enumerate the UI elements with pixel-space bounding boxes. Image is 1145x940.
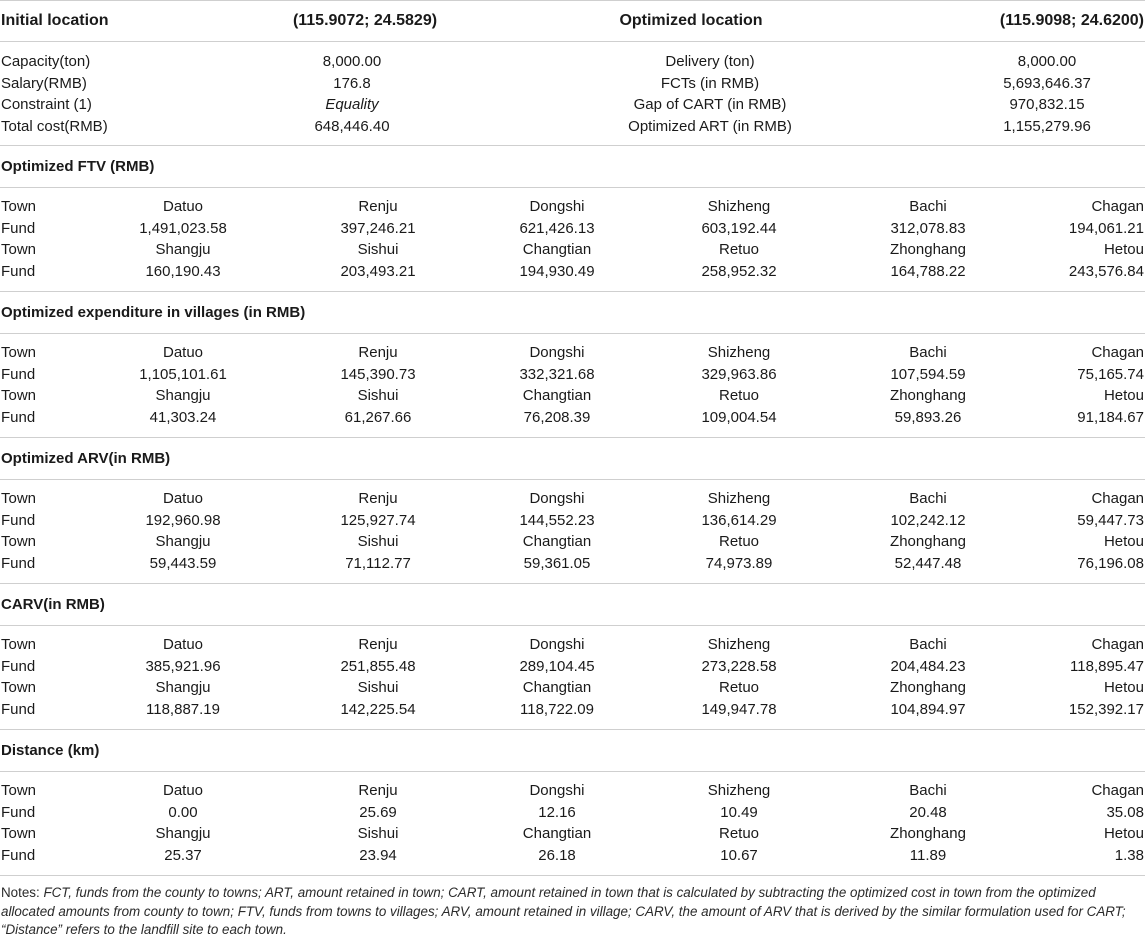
table-cell: 160,190.43 [145,262,221,280]
table-cell: Shizheng [707,198,771,215]
table-cell: Dongshi [529,490,585,507]
table-row [0,488,1145,510]
table-cell: Dongshi [529,198,585,215]
row-label: Fund [1,657,36,675]
table-cell: 52,447.48 [894,554,962,572]
table-cell: 23.94 [359,846,397,864]
table-cell: Dongshi [529,636,585,653]
initial-location-coords: (115.9072; 24.5829) [292,12,438,29]
table-cell: 125,927.74 [340,511,416,529]
table-cell: 312,078.83 [890,219,966,237]
table-cell: 12.16 [538,803,576,821]
row-label: Town [1,782,37,799]
table-cell: Bachi [909,198,947,215]
table-cell: Dongshi [529,782,585,799]
table-cell: Datuo [162,782,204,799]
table-cell: Changtian [522,825,592,842]
parameter-cell: Equality [325,96,379,113]
table-cell: 332,321.68 [519,365,595,383]
table-cell: 603,192.44 [701,219,777,237]
table-cell: 164,788.22 [890,262,966,280]
table-cell: 74,973.89 [705,554,773,572]
table-cell: Renju [358,344,398,361]
table-row [0,342,1145,364]
table-cell: 273,228.58 [701,657,777,675]
table-cell: 142,225.54 [340,700,416,718]
table-cell: 194,930.49 [519,262,595,280]
table-row [0,218,1145,240]
parameter-cell: 176.8 [333,74,371,92]
table-row [0,239,1145,261]
parameter-cell: 970,832.15 [1009,96,1085,113]
table-cell: Chagan [1091,636,1144,653]
table-row [0,677,1145,699]
table-cell: Shizheng [707,490,771,507]
table-cell: 203,493.21 [340,262,416,280]
table-cell: Hetou [1103,533,1144,550]
table-cell: 149,947.78 [701,700,777,718]
row-label: Fund [1,700,36,718]
row-label: Town [1,533,37,550]
table-cell: Shizheng [707,782,771,799]
parameter-cell: FCTs (in RMB) [660,74,760,92]
row-label: Town [1,198,37,215]
table-cell: Datuo [162,344,204,361]
table-cell: 41,303.24 [149,408,217,426]
section-body [0,334,1145,438]
optimized-location-label: Optimized location [619,12,763,29]
notes-label: Notes: [1,885,40,900]
row-label: Town [1,825,37,842]
parameter-cell: Total cost(RMB) [1,117,108,135]
parameter-row [0,51,1145,73]
table-cell: 76,196.08 [1077,554,1144,572]
table-cell: Renju [358,636,398,653]
table-cell: 258,952.32 [701,262,777,280]
table-cell: Dongshi [529,344,585,361]
parameter-cell: Gap of CART (in RMB) [633,96,787,113]
table-cell: 0.00 [168,803,198,821]
table-cell: 152,392.17 [1068,700,1144,718]
table-row [0,780,1145,802]
table-cell: Hetou [1103,387,1144,404]
parameter-row [0,116,1145,138]
table-cell: Zhonghang [890,241,966,258]
table-cell: 1,105,101.61 [139,365,227,383]
table-cell: 11.89 [909,846,947,864]
parameter-cell: Salary(RMB) [1,74,87,92]
row-label: Fund [1,365,36,383]
row-label: Town [1,490,37,507]
table-cell: Datuo [162,490,204,507]
row-label: Fund [1,511,36,529]
table-row [0,261,1145,283]
section-body [0,480,1145,584]
parameter-cell: Optimized ART (in RMB) [628,117,792,135]
table-row [0,553,1145,575]
row-label: Town [1,387,37,404]
table-cell: Zhonghang [890,825,966,842]
sections-container [0,146,1145,876]
table-cell: Bachi [909,636,947,653]
notes-text: FCT, funds from the county to towns; ART, amount retained in town; CART, amount retained in town that is calculated by subtracting the optimized cost in town from the optimized allocated amounts from county to town; FTV, funds from towns to villages; ARV, amount retained in village; CARV, the amount of ARV that is derived by the similar formulation used for CART; “Distance” refers to the landfill site to each town. [1,885,1126,938]
table-cell: Changtian [522,387,592,404]
table-cell: 136,614.29 [701,511,777,529]
table-cell: Retuo [718,825,760,842]
row-label: Fund [1,408,36,426]
parameter-row [0,73,1145,95]
optimized-location-coords: (115.9098; 24.6200) [999,12,1144,29]
table-cell: 243,576.84 [1068,262,1144,280]
table-cell: Retuo [718,533,760,550]
section-title: Optimized ARV(in RMB) [0,438,1145,480]
table-cell: 107,594.59 [890,365,966,383]
table-row [0,634,1145,656]
table-row [0,802,1145,824]
table-cell: Shangju [155,533,211,550]
table-cell: Sishui [357,533,399,550]
table-cell: Changtian [522,241,592,258]
table-cell: 145,390.73 [340,365,416,383]
table-row [0,699,1145,721]
table-cell: Zhonghang [890,387,966,404]
table-cell: 59,361.05 [523,554,591,572]
table-cell: Changtian [522,533,592,550]
table-header [0,0,1145,42]
table-cell: 76,208.39 [523,408,591,426]
table-cell: Datuo [162,198,204,215]
table-cell: Sishui [357,825,399,842]
table-cell: 102,242.12 [890,511,966,529]
table-cell: 10.67 [720,846,758,864]
parameter-cell: Capacity(ton) [1,53,91,70]
table-cell: 61,267.66 [344,408,412,426]
row-label: Fund [1,219,36,237]
section-title: Optimized expenditure in villages (in RMB) [0,292,1145,334]
table-cell: Retuo [718,679,760,696]
table-cell: 59,447.73 [1077,511,1144,529]
table-cell: 25.69 [359,803,397,821]
row-label: Town [1,636,37,653]
table-cell: Changtian [522,679,592,696]
row-label: Fund [1,262,36,280]
table-cell: Renju [358,198,398,215]
table-row [0,510,1145,532]
table-row [0,823,1145,845]
parameter-cell: 8,000.00 [322,53,382,70]
table-cell: Shangju [155,825,211,842]
table-cell: 1.38 [1114,846,1144,864]
table-cell: Datuo [162,636,204,653]
table-cell: 621,426.13 [519,219,595,237]
table-cell: Chagan [1091,490,1144,507]
table-cell: Bachi [909,490,947,507]
table-cell: 251,855.48 [340,657,416,675]
table-cell: 385,921.96 [145,657,221,675]
table-cell: 118,895.47 [1070,657,1144,675]
table-cell: Shangju [155,679,211,696]
section-title: Distance (km) [0,730,1145,772]
row-label: Town [1,679,37,696]
table-cell: Hetou [1103,679,1144,696]
table-cell: 118,887.19 [146,700,220,718]
table-cell: 25.37 [164,846,202,864]
row-label: Town [1,344,37,361]
table-cell: 192,960.98 [145,511,221,529]
table-cell: Hetou [1103,241,1144,258]
row-label: Town [1,241,37,258]
table-cell: 397,246.21 [340,219,416,237]
table-cell: 144,552.23 [519,511,595,529]
table-cell: Shangju [155,387,211,404]
table-cell: 329,963.86 [701,365,777,383]
table-cell: Sishui [357,241,399,258]
table-cell: 10.49 [720,803,758,821]
row-label: Fund [1,554,36,572]
section-body [0,188,1145,292]
parameters-block [0,42,1145,146]
parameter-row [0,94,1145,116]
parameter-cell: 648,446.40 [314,117,390,135]
table-row [0,364,1145,386]
table-cell: Zhonghang [890,679,966,696]
table-cell: 35.08 [1106,803,1144,821]
initial-location-label: Initial location [1,12,109,29]
table-cell: Shizheng [707,344,771,361]
table-cell: 104,894.97 [890,700,966,718]
table-cell: 20.48 [909,803,947,821]
table-cell: Hetou [1103,825,1144,842]
table-cell: Chagan [1091,782,1144,799]
table-cell: Shangju [155,241,211,258]
row-label: Fund [1,803,36,821]
table-cell: Sishui [357,387,399,404]
parameter-cell: 1,155,279.96 [1003,117,1091,135]
table-cell: 118,722.09 [520,700,594,718]
table-row [0,656,1145,678]
table-row [0,845,1145,867]
parameter-cell: 5,693,646.37 [1003,74,1091,92]
table-cell: Sishui [357,679,399,696]
section-body [0,626,1145,730]
table-cell: Renju [358,782,398,799]
table-cell: Retuo [718,241,760,258]
table-cell: 75,165.74 [1077,365,1144,383]
table-notes [0,876,1145,940]
row-label: Fund [1,846,36,864]
section-title: Optimized FTV (RMB) [0,146,1145,188]
table-cell: Renju [358,490,398,507]
table-cell: 1,491,023.58 [139,219,227,237]
table-row [0,531,1145,553]
table-cell: Chagan [1091,198,1144,215]
table-cell: 91,184.67 [1077,408,1144,426]
table-cell: 109,004.54 [701,408,777,426]
table-cell: Chagan [1091,344,1144,361]
table-cell: 204,484.23 [890,657,966,675]
parameter-cell: Delivery (ton) [665,53,755,70]
table-cell: 194,061.21 [1068,219,1144,237]
table-cell: 59,893.26 [894,408,962,426]
table-cell: Bachi [909,782,947,799]
table-cell: 71,112.77 [345,554,411,572]
table-row [0,407,1145,429]
table-cell: Retuo [718,387,760,404]
table-cell: 289,104.45 [519,657,595,675]
table-row [0,385,1145,407]
table-cell: 26.18 [538,846,576,864]
table-cell: Zhonghang [890,533,966,550]
parameter-cell: 8,000.00 [1017,53,1077,70]
section-body [0,772,1145,876]
parameter-cell: Constraint (1) [1,96,92,113]
section-title: CARV(in RMB) [0,584,1145,626]
table-cell: 59,443.59 [149,554,217,572]
table-cell: Shizheng [707,636,771,653]
table-row [0,196,1145,218]
table-cell: Bachi [909,344,947,361]
